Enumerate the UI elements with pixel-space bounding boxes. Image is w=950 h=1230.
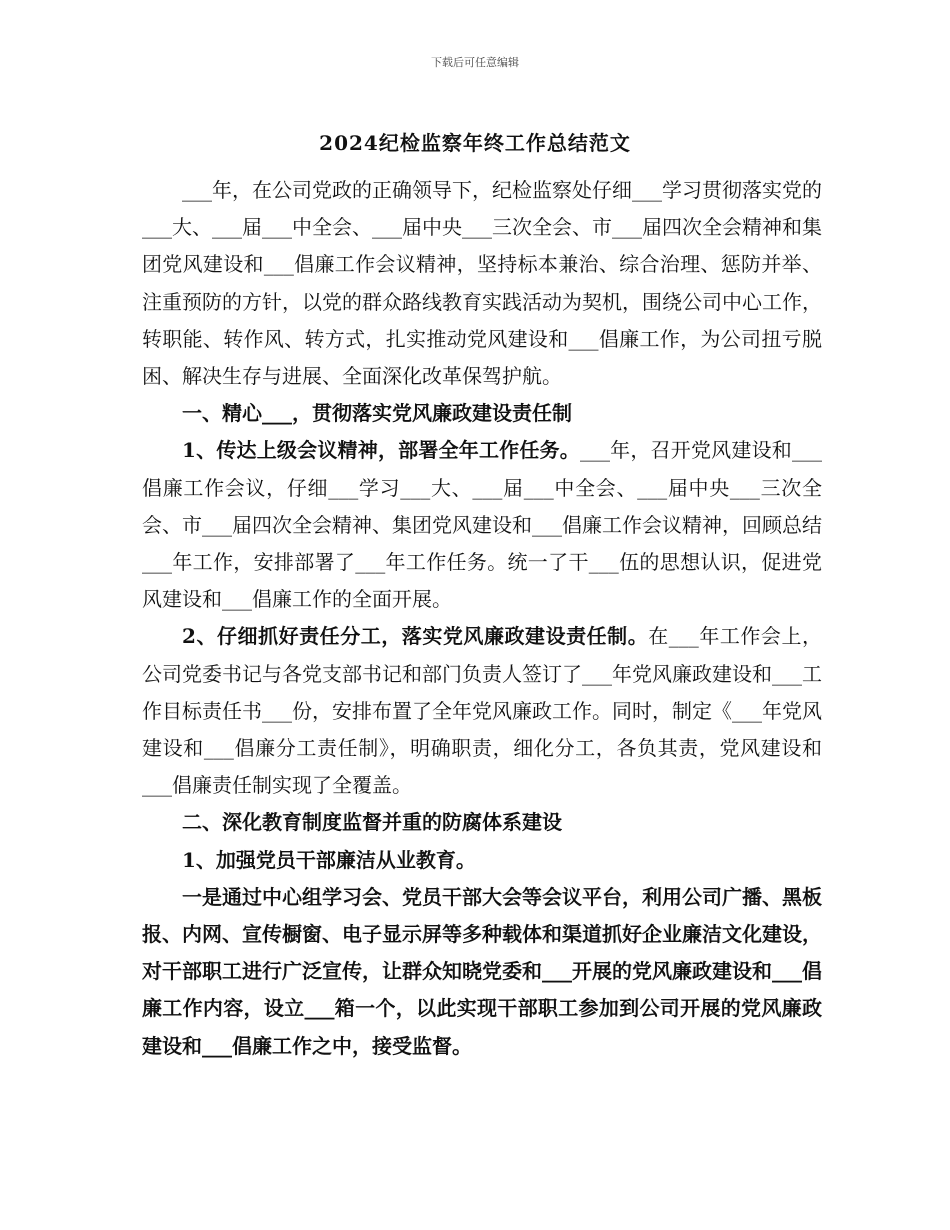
subsection-heading-2-1 bbox=[142, 842, 822, 879]
paragraph-text: ___年，召开党风建设和___倡廉工作会议，仔细___学习___大、___届___中全会、___届中央___三次全会、市___届四次全会精神、集团党风建设和___倡廉工作会议精神，回顾总结___年工作，安排部署了___年工作任务。统一了干___伍的思想认识，促进党风建设和___倡廉工作的全面开展。 bbox=[142, 438, 822, 612]
heading-text: 1、加强党员干部廉洁从业教育。 bbox=[182, 847, 476, 872]
paragraph-2-1 bbox=[142, 879, 822, 1065]
paragraph-lead: 1、传达上级会议精神，部署全年工作任务。 bbox=[182, 438, 580, 463]
heading-text: 二、深化教育制度监督并重的防腐体系建设 bbox=[182, 810, 562, 835]
paragraph-text: 在___年工作会上，公司党委书记与各党支部书记和部门负责人签订了___年党风廉政建设和___工作目标责任书___份，安排布置了全年党风廉政工作。同时，制定《___年党风建设和___倡廉分工责任制》，明确职责，细化分工，各负其责，党风建设和___倡廉责任制实现了全覆盖。 bbox=[142, 624, 823, 798]
document-body bbox=[142, 172, 822, 1065]
heading-text: 一、精心___，贯彻落实党风廉政建设责任制 bbox=[182, 401, 572, 426]
paragraph-lead: 2、仔细抓好责任分工，落实党风廉政建设责任制。 bbox=[182, 624, 649, 649]
paragraph-text: ___年，在公司党政的正确领导下，纪检监察处仔细___学习贯彻落实党的___大、___届___中全会、___届中央___三次全会、市___届四次全会精神和集团党风建设和___倡廉工作会议精神，坚持标本兼治、综合治理、惩防并举、注重预防的方针，以党的群众路线教育实践活动为契机，围绕公司中心工作，转职能、转作风、转方式，扎实推动党风建设和___倡廉工作，为公司扭亏脱困、解决生存与进展、全面深化改革保驾护航。 bbox=[142, 178, 822, 389]
paragraph-text: 一是通过中心组学习会、党员干部大会等会议平台，利用公司广播、黑板报、内网、宣传橱窗、电子显示屏等多种载体和渠道抓好企业廉洁文化建设，对干部职工进行广泛宣传，让群众知晓党委和___开展的党风廉政建设和___倡廉工作内容，设立___箱一个，以此实现干部职工参加到公司开展的党风廉政建设和___倡廉工作之中，接受监督。 bbox=[142, 884, 822, 1058]
section-heading-1 bbox=[142, 395, 822, 432]
paragraph-1-2 bbox=[142, 618, 822, 804]
paragraph-intro bbox=[142, 172, 822, 395]
page-header: 下载后可任意编辑 bbox=[431, 56, 519, 69]
document-title: 2024纪检监察年终工作总结范文 bbox=[319, 131, 631, 155]
section-heading-2 bbox=[142, 804, 822, 841]
paragraph-1-1 bbox=[142, 432, 822, 618]
